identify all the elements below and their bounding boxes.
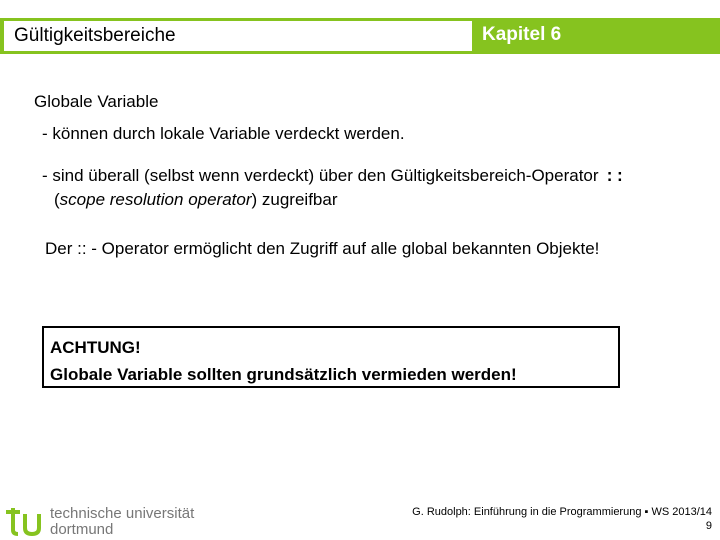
bullet-point-2 (42, 165, 692, 211)
chapter-label: Kapitel 6 (482, 24, 562, 45)
warning-title: ACHTUNG! (50, 338, 141, 357)
bullet-point-2-text: - sind überall (selbst wenn verdeckt) über den Gültigkeitsbereich-Operator (42, 166, 599, 185)
page-number: 9 (705, 520, 712, 532)
logo-line-1: technische universität (50, 505, 195, 522)
scope-operator: :: (604, 168, 625, 187)
warning-text: Globale Variable sollten grundsätzlich vermieden werden! (50, 365, 517, 384)
warning-box (42, 326, 620, 388)
tu-logo-icon (4, 506, 46, 538)
university-logo (0, 502, 200, 540)
bullet-point-2-rest: ) zugreifbar (251, 190, 338, 209)
bullet-point-1: - können durch lokale Variable verdeckt werden. (42, 124, 405, 143)
scope-resolution-term: scope resolution operator (59, 190, 252, 209)
operator-statement: Der :: - Operator ermöglicht den Zugriff auf alle global bekannten Objekte! (45, 239, 600, 258)
section-title: Gültigkeitsbereiche (14, 25, 176, 46)
slide-heading: Globale Variable (34, 92, 159, 111)
footer-credit (412, 505, 712, 533)
logo-line-2: dortmund (50, 521, 114, 538)
footer-author-course: G. Rudolph: Einführung in die Programmierung ▪ WS 2013/14 (412, 506, 712, 518)
paren-open: ( (54, 190, 60, 209)
